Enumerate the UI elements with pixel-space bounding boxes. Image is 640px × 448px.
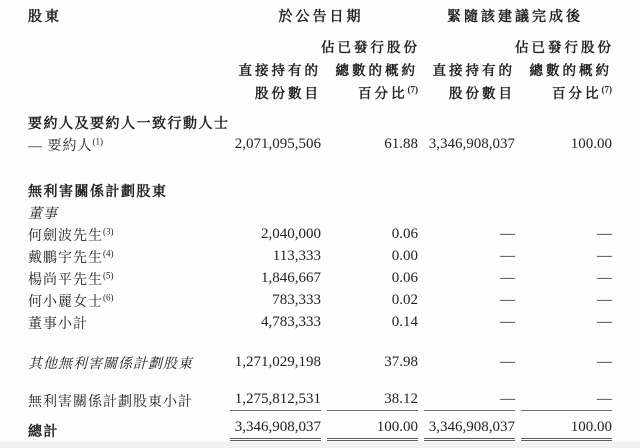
footnote-marker: (3) [103, 226, 114, 237]
row-label: 其他無利害關係計劃股東 [28, 357, 193, 372]
header-group-row [28, 6, 612, 36]
cell-shares-announcement: 1,275,812,531 [230, 391, 321, 411]
cell-pct-after: 100.00 [570, 136, 612, 152]
header-line: 總數的概約 [529, 63, 612, 78]
row-section-offeror-concert-parties [28, 111, 612, 133]
cell-pct-announcement: 37.98 [384, 354, 418, 370]
row-subsection-directors [28, 201, 612, 223]
cell-pct-announcement: 61.88 [384, 136, 418, 152]
cell-pct-announcement: 0.00 [391, 248, 418, 264]
row-section-disinterested-scheme-shareholders [28, 179, 612, 201]
row-director-3 [28, 267, 612, 289]
cell-pct-announcement: 0.06 [391, 270, 418, 286]
row-director-4 [28, 289, 612, 311]
column-header-shares-held-announcement [224, 36, 321, 111]
column-header-shareholder: 股東 [28, 10, 62, 25]
cell-pct-after: — [597, 226, 612, 242]
footnote-marker: (5) [103, 270, 114, 281]
row-other-disinterested-shareholders [28, 351, 612, 373]
footnote-marker: (6) [103, 292, 114, 303]
header-line: 直接持有的 [238, 63, 321, 78]
cell-pct-after: — [597, 292, 612, 308]
cell-pct-announcement: 100.00 [327, 419, 418, 441]
cell-shares-announcement: 3,346,908,037 [230, 419, 321, 441]
row-label: — 要約人 [28, 139, 93, 154]
spacer-row [28, 333, 612, 351]
cell-shares-after: — [500, 292, 515, 308]
row-label: 戴鵬宇先生 [28, 251, 103, 266]
row-label: 總計 [28, 425, 59, 440]
cell-shares-after: — [500, 354, 515, 370]
row-label: 何小麗女士 [28, 295, 103, 310]
row-director-1 [28, 223, 612, 245]
row-label: 董事小計 [28, 317, 88, 332]
cell-pct-after: — [521, 391, 612, 411]
row-label: 何劍波先生 [28, 229, 103, 244]
cell-shares-announcement: 783,333 [272, 292, 321, 308]
shareholding-table [28, 6, 612, 441]
header-line: 總數的概約 [335, 63, 418, 78]
header-line-text: 百分比 [552, 86, 602, 101]
document-page [0, 6, 640, 448]
group-header-at-announcement-date: 於公告日期 [278, 10, 364, 25]
cell-pct-announcement: 38.12 [327, 391, 418, 411]
spacer-row [28, 373, 612, 389]
cell-pct-after: — [597, 270, 612, 286]
cell-pct-after: 100.00 [521, 419, 612, 441]
cell-shares-after: — [500, 226, 515, 242]
cell-pct-after: — [597, 314, 612, 330]
cell-shares-after: — [500, 314, 515, 330]
header-line: 佔已發行股份 [321, 40, 420, 55]
spacer-row [28, 411, 612, 419]
cell-pct-after: — [597, 354, 612, 370]
row-directors-subtotal [28, 311, 612, 333]
header-line: 直接持有的 [432, 63, 515, 78]
group-header-after-proposal-completion: 緊隨該建議完成後 [447, 10, 583, 25]
column-header-percentage-after [515, 36, 612, 111]
footnote-marker: (7) [407, 84, 418, 95]
cell-shares-announcement: 113,333 [272, 248, 321, 264]
header-line: 股份數目 [255, 86, 321, 101]
cell-shares-after: — [500, 270, 515, 286]
header-line-text: 百分比 [358, 86, 408, 101]
header-line [515, 82, 612, 105]
cell-shares-after: — [500, 248, 515, 264]
cell-shares-announcement: 1,271,029,198 [234, 354, 321, 370]
footnote-marker: (4) [103, 248, 114, 259]
page-bottom-edge [0, 442, 640, 448]
column-header-shares-held-after [418, 36, 515, 111]
header-line [321, 82, 418, 105]
row-grand-total [28, 419, 612, 441]
cell-shares-announcement: 2,071,095,506 [234, 136, 321, 152]
row-label: 楊尚平先生 [28, 273, 103, 288]
row-label: 無利害關係計劃股東小計 [28, 395, 193, 410]
footnote-marker: (7) [601, 84, 612, 95]
cell-shares-announcement: 4,783,333 [261, 314, 321, 330]
row-label: 要約人及要約人一致行動人士 [28, 117, 230, 132]
cell-shares-announcement: 2,040,000 [261, 226, 321, 242]
cell-pct-after: — [597, 248, 612, 264]
header-line: 佔已發行股份 [515, 40, 614, 55]
cell-pct-announcement: 0.14 [391, 314, 418, 330]
cell-shares-announcement: 1,846,667 [261, 270, 321, 286]
column-header-percentage-announcement [321, 36, 418, 111]
cell-shares-after: — [424, 391, 515, 411]
cell-shares-after: 3,346,908,037 [424, 419, 515, 441]
cell-shares-after: 3,346,908,037 [428, 136, 515, 152]
cell-pct-announcement: 0.06 [391, 226, 418, 242]
row-label: 無利害關係計劃股東 [28, 185, 168, 200]
header-line: 股份數目 [449, 86, 515, 101]
spacer-row [28, 155, 612, 179]
footnote-marker: (1) [92, 136, 103, 147]
row-offeror [28, 133, 612, 155]
row-label: 董事 [28, 207, 58, 222]
cell-pct-announcement: 0.02 [391, 292, 418, 308]
row-director-2 [28, 245, 612, 267]
row-disinterested-subtotal [28, 389, 612, 411]
